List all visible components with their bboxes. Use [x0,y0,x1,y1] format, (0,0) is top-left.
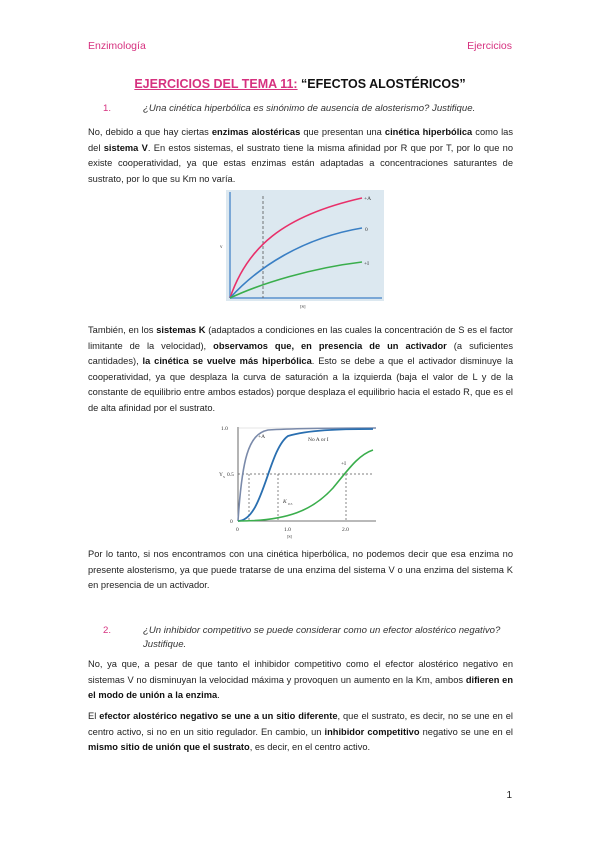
x-tick-2: 2.0 [342,527,349,533]
question-1-text: ¿Una cinética hiperbólica es sinónimo de ausencia de alosterismo? Justifique. [143,103,476,114]
page-number: 1 [506,790,512,801]
figure-hyperbolic-kinetics [212,188,384,309]
p1-segment: como las del [88,127,513,153]
p1-segment: que presentan una [300,127,385,137]
y-axis-symbol: Y [219,472,223,478]
y-axis-subscript: S [223,475,225,479]
y-tick-1: 1.0 [221,426,228,432]
y-tick-0: 0 [230,519,233,525]
p5-segment: negativo se une en el [419,726,513,737]
label-plus-i: +I [364,261,369,267]
p5-segment: mismo sitio de unión que el sustrato [88,742,250,752]
p2-segment: sistemas K [156,325,206,335]
label-k05: K [283,499,287,505]
p2-segment: la cinética se vuelve más hiperbólica [142,356,312,366]
p2-segment: (adaptados a condiciones en las cuales la concentración de S es el factor limitante de la velocidad), [88,325,513,351]
figure-sigmoidal-kinetics [219,420,380,540]
label-plus-a-2: +A [258,434,266,440]
p2-segment: . Esto se debe a que el activador disminuye la cooperatividad, ya que desplaza la curva de saturación a la izquierda (baja el valor de L y de la constante de equilibrio entre ambos estados) porque desplaza el equilibrio hacia el estado R, que es el de alta afinidad por el sustrato. [88,356,514,413]
question-1 [103,103,475,114]
p4-segment: No, ya que, a pesar de que tanto el inhibidor competitivo como el efector alostérico negativo en sistemas V no disminuyan la velocidad máxima y provoquen un aumento en la Km, ambos [88,659,513,685]
page-title [0,77,600,91]
p5-segment: El [88,711,100,721]
p5-segment: inhibidor competitivo [324,726,420,737]
x-tick-1: 1.0 [284,527,291,533]
title-part2: “EFECTOS ALOSTÉRICOS” [297,77,466,91]
p1-segment: . En estos sistemas, el sustrato tiene la misma afinidad por R que por T, por lo que no existe cooperatividad, ya que estas enzimas están adaptadas a concentraciones saturantes de sustrato, por lo que su Km no varía. [88,142,514,184]
label-k05-subscript: 0.5 [288,502,293,506]
paragraph-2 [88,323,513,416]
paragraph-5 [88,709,513,756]
question-2 [103,624,513,652]
x-axis-label: [S] [300,304,306,309]
label-plus-a: +A [364,196,372,202]
p4-segment: difieren en el modo de unión a la enzima [88,674,513,700]
paragraph-1 [88,125,513,187]
p5-segment: efector alostérico negativo se une a un sitio diferente [99,711,338,721]
p1-segment: sistema V [103,142,148,153]
p3-segment: Por lo tanto, si nos encontramos con una cinética hiperbólica, no podemos decir que esa enzima no presente alosterismo, ya que puede tratarse de una enzima del sistema V o una enzima del sistema K en presencia de un activador. [88,549,513,590]
p4-segment: . [217,690,220,700]
question-2-number: 2. [103,625,112,636]
header-right: Ejercicios [467,40,512,52]
label-zero: 0 [365,227,368,233]
x-axis-label-2: [S] [287,534,292,539]
x-tick-0: 0 [236,527,239,533]
p2-segment: observamos que, en presencia de un activador [213,340,447,351]
paragraph-3 [88,547,513,594]
question-1-number: 1. [103,103,112,114]
label-plus-i-2: +I [341,461,346,467]
y-axis-label: v [220,245,223,250]
p2-segment: (a suficientes cantidades), [88,340,513,366]
p1-segment: enzimas alostéricas [211,127,301,137]
question-2-text: ¿Un inhibidor competitivo se puede considerar como un efector alostérico negativo? Justifique. [143,625,501,650]
p5-segment: , que el sustrato, es decir, no se une en el centro activo, si no en un sitio regulador. En cambio, un [88,711,513,737]
label-no-a-or-i: No A or I [308,437,329,443]
header-left: Enzimología [88,40,146,52]
p5-segment: , es decir, en el centro activo. [249,742,371,752]
y-tick-half: 0.5 [227,472,234,478]
p1-segment: cinética hiperbólica [384,127,473,137]
p2-segment: También, en los [88,325,157,335]
title-part1: EJERCICIOS DEL TEMA 11: [134,77,298,91]
p1-segment: No, debido a que hay ciertas [88,127,212,137]
paragraph-4 [88,657,513,704]
